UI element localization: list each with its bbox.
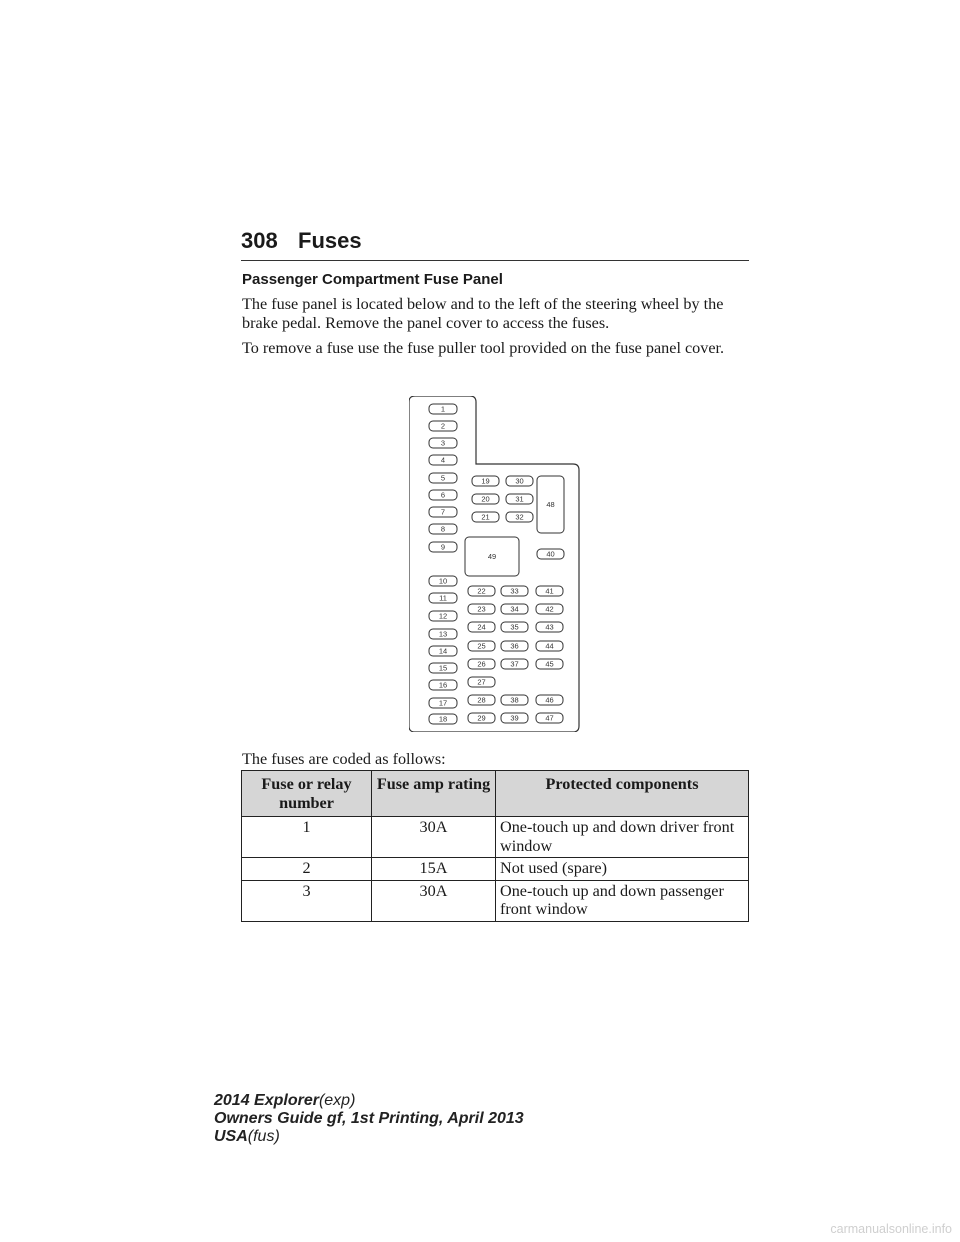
table-row (242, 880, 749, 921)
svg-text:27: 27 (477, 677, 486, 687)
fuse-31 (506, 494, 533, 504)
header-protected-components: Protected components (496, 771, 749, 817)
table-row (242, 858, 749, 881)
fuse-8 (429, 524, 457, 534)
footer-line-edition: Owners Guide gf, 1st Printing, April 2013 (214, 1110, 524, 1127)
svg-text:2: 2 (440, 421, 446, 431)
protected-component: Not used (spare) (496, 858, 749, 881)
page-header (241, 228, 749, 262)
fuse-42 (536, 604, 563, 614)
svg-text:49: 49 (487, 552, 497, 562)
fuse-panel-svg (409, 396, 581, 732)
subheading: Passenger Compartment Fuse Panel (242, 271, 503, 288)
svg-text:11: 11 (439, 593, 447, 603)
fuse-43 (536, 622, 563, 632)
fuse-7 (429, 507, 457, 517)
svg-text:1: 1 (440, 404, 446, 414)
print-footer (214, 1092, 524, 1146)
svg-text:35: 35 (510, 622, 519, 632)
fuse-23 (468, 604, 495, 614)
svg-text:37: 37 (510, 659, 519, 669)
section-title: Fuses (298, 228, 362, 253)
fuse-36 (501, 641, 528, 651)
amp-rating: 30A (372, 817, 496, 858)
fuse-18 (429, 714, 457, 724)
svg-text:17: 17 (438, 698, 448, 708)
fuse-9 (429, 542, 457, 552)
relay-49 (465, 537, 519, 576)
fuse-38 (501, 695, 528, 705)
fuse-14 (429, 646, 457, 656)
fuse-37 (501, 659, 528, 669)
fuse-15 (429, 663, 457, 673)
svg-text:34: 34 (510, 604, 519, 614)
fuse-21 (472, 512, 499, 522)
fuse-26 (468, 659, 495, 669)
amp-rating: 15A (372, 858, 496, 881)
fuse-3 (429, 438, 457, 448)
svg-text:40: 40 (546, 549, 555, 559)
fuse-20 (472, 494, 499, 504)
fuse-2 (429, 421, 457, 431)
svg-text:38: 38 (510, 695, 519, 705)
svg-text:30: 30 (515, 476, 524, 486)
svg-text:23: 23 (477, 604, 486, 614)
table-header-row (242, 771, 749, 817)
svg-text:45: 45 (545, 659, 554, 669)
svg-text:31: 31 (515, 494, 524, 504)
svg-text:41: 41 (545, 586, 554, 596)
paragraph-location: The fuse panel is located below and to the left of the steering wheel by the brake pedal. Remove the panel cover to access the fuses. (242, 295, 724, 332)
fuse-34 (501, 604, 528, 614)
relay-48 (537, 476, 564, 533)
footer-line-model: 2014 Explorer(exp) (214, 1092, 356, 1109)
svg-text:5: 5 (440, 473, 446, 483)
fuse-number: 2 (242, 858, 372, 881)
svg-text:26: 26 (477, 659, 486, 669)
fuse-40 (537, 549, 564, 559)
fuse-30 (506, 476, 533, 486)
fuse-16 (429, 680, 457, 690)
svg-text:8: 8 (440, 524, 446, 534)
fuse-number: 1 (242, 817, 372, 858)
paragraph-removal: To remove a fuse use the fuse puller tool provided on the fuse panel cover. (242, 339, 725, 357)
fuse-1 (429, 404, 457, 414)
svg-text:29: 29 (477, 713, 486, 723)
svg-text:10: 10 (438, 576, 448, 586)
watermark: carmanualsonline.info (830, 1222, 952, 1236)
fuse-39 (501, 713, 528, 723)
paragraph-coding: The fuses are coded as follows: (242, 750, 446, 768)
fuse-46 (536, 695, 563, 705)
fuse-11 (429, 593, 457, 603)
svg-text:19: 19 (481, 476, 490, 486)
fuse-24 (468, 622, 495, 632)
fuse-17 (429, 698, 457, 708)
svg-text:22: 22 (477, 586, 486, 596)
fuse-45 (536, 659, 563, 669)
svg-text:21: 21 (481, 512, 490, 522)
svg-text:7: 7 (440, 507, 446, 517)
svg-text:14: 14 (438, 646, 448, 656)
fuse-10 (429, 576, 457, 586)
fuse-19 (472, 476, 499, 486)
svg-text:15: 15 (438, 663, 448, 673)
protected-component: One-touch up and down driver front window (496, 817, 749, 858)
fuse-28 (468, 695, 495, 705)
table-row (242, 817, 749, 858)
svg-text:13: 13 (438, 629, 448, 639)
fuse-47 (536, 713, 563, 723)
svg-text:4: 4 (440, 455, 446, 465)
svg-text:39: 39 (510, 713, 519, 723)
svg-text:3: 3 (440, 438, 446, 448)
fuse-35 (501, 622, 528, 632)
svg-text:20: 20 (481, 494, 490, 504)
fuse-22 (468, 586, 495, 596)
fuse-41 (536, 586, 563, 596)
svg-text:36: 36 (510, 641, 519, 651)
fuse-panel-diagram (409, 396, 581, 732)
fuse-29 (468, 713, 495, 723)
fuse-44 (536, 641, 563, 651)
amp-rating: 30A (372, 880, 496, 921)
header-amp-rating: Fuse amp rating (372, 771, 496, 817)
svg-text:43: 43 (545, 622, 554, 632)
fuse-32 (506, 512, 533, 522)
header-rule (241, 260, 749, 261)
fuse-13 (429, 629, 457, 639)
fuse-4 (429, 455, 457, 465)
fuse-table (241, 770, 749, 922)
fuse-27 (468, 677, 495, 687)
svg-text:42: 42 (545, 604, 554, 614)
footer-line-market: USA(fus) (214, 1128, 280, 1145)
protected-component: One-touch up and down passenger front window (496, 880, 749, 921)
svg-text:44: 44 (545, 641, 554, 651)
svg-text:18: 18 (438, 714, 448, 724)
svg-text:47: 47 (545, 713, 554, 723)
fuse-number: 3 (242, 880, 372, 921)
svg-text:28: 28 (477, 695, 486, 705)
fuse-33 (501, 586, 528, 596)
svg-text:6: 6 (440, 490, 446, 500)
svg-text:25: 25 (477, 641, 486, 651)
svg-text:46: 46 (545, 695, 554, 705)
fuse-25 (468, 641, 495, 651)
svg-text:16: 16 (438, 680, 448, 690)
fuse-5 (429, 473, 457, 483)
svg-text:48: 48 (546, 500, 555, 510)
header-fuse-number: Fuse or relay number (242, 771, 372, 817)
svg-text:24: 24 (477, 622, 486, 632)
fuse-6 (429, 490, 457, 500)
svg-text:12: 12 (438, 611, 448, 621)
page-number: 308 (241, 228, 278, 253)
svg-text:33: 33 (510, 586, 519, 596)
svg-text:32: 32 (515, 512, 524, 522)
fuse-12 (429, 611, 457, 621)
svg-text:9: 9 (440, 542, 446, 552)
